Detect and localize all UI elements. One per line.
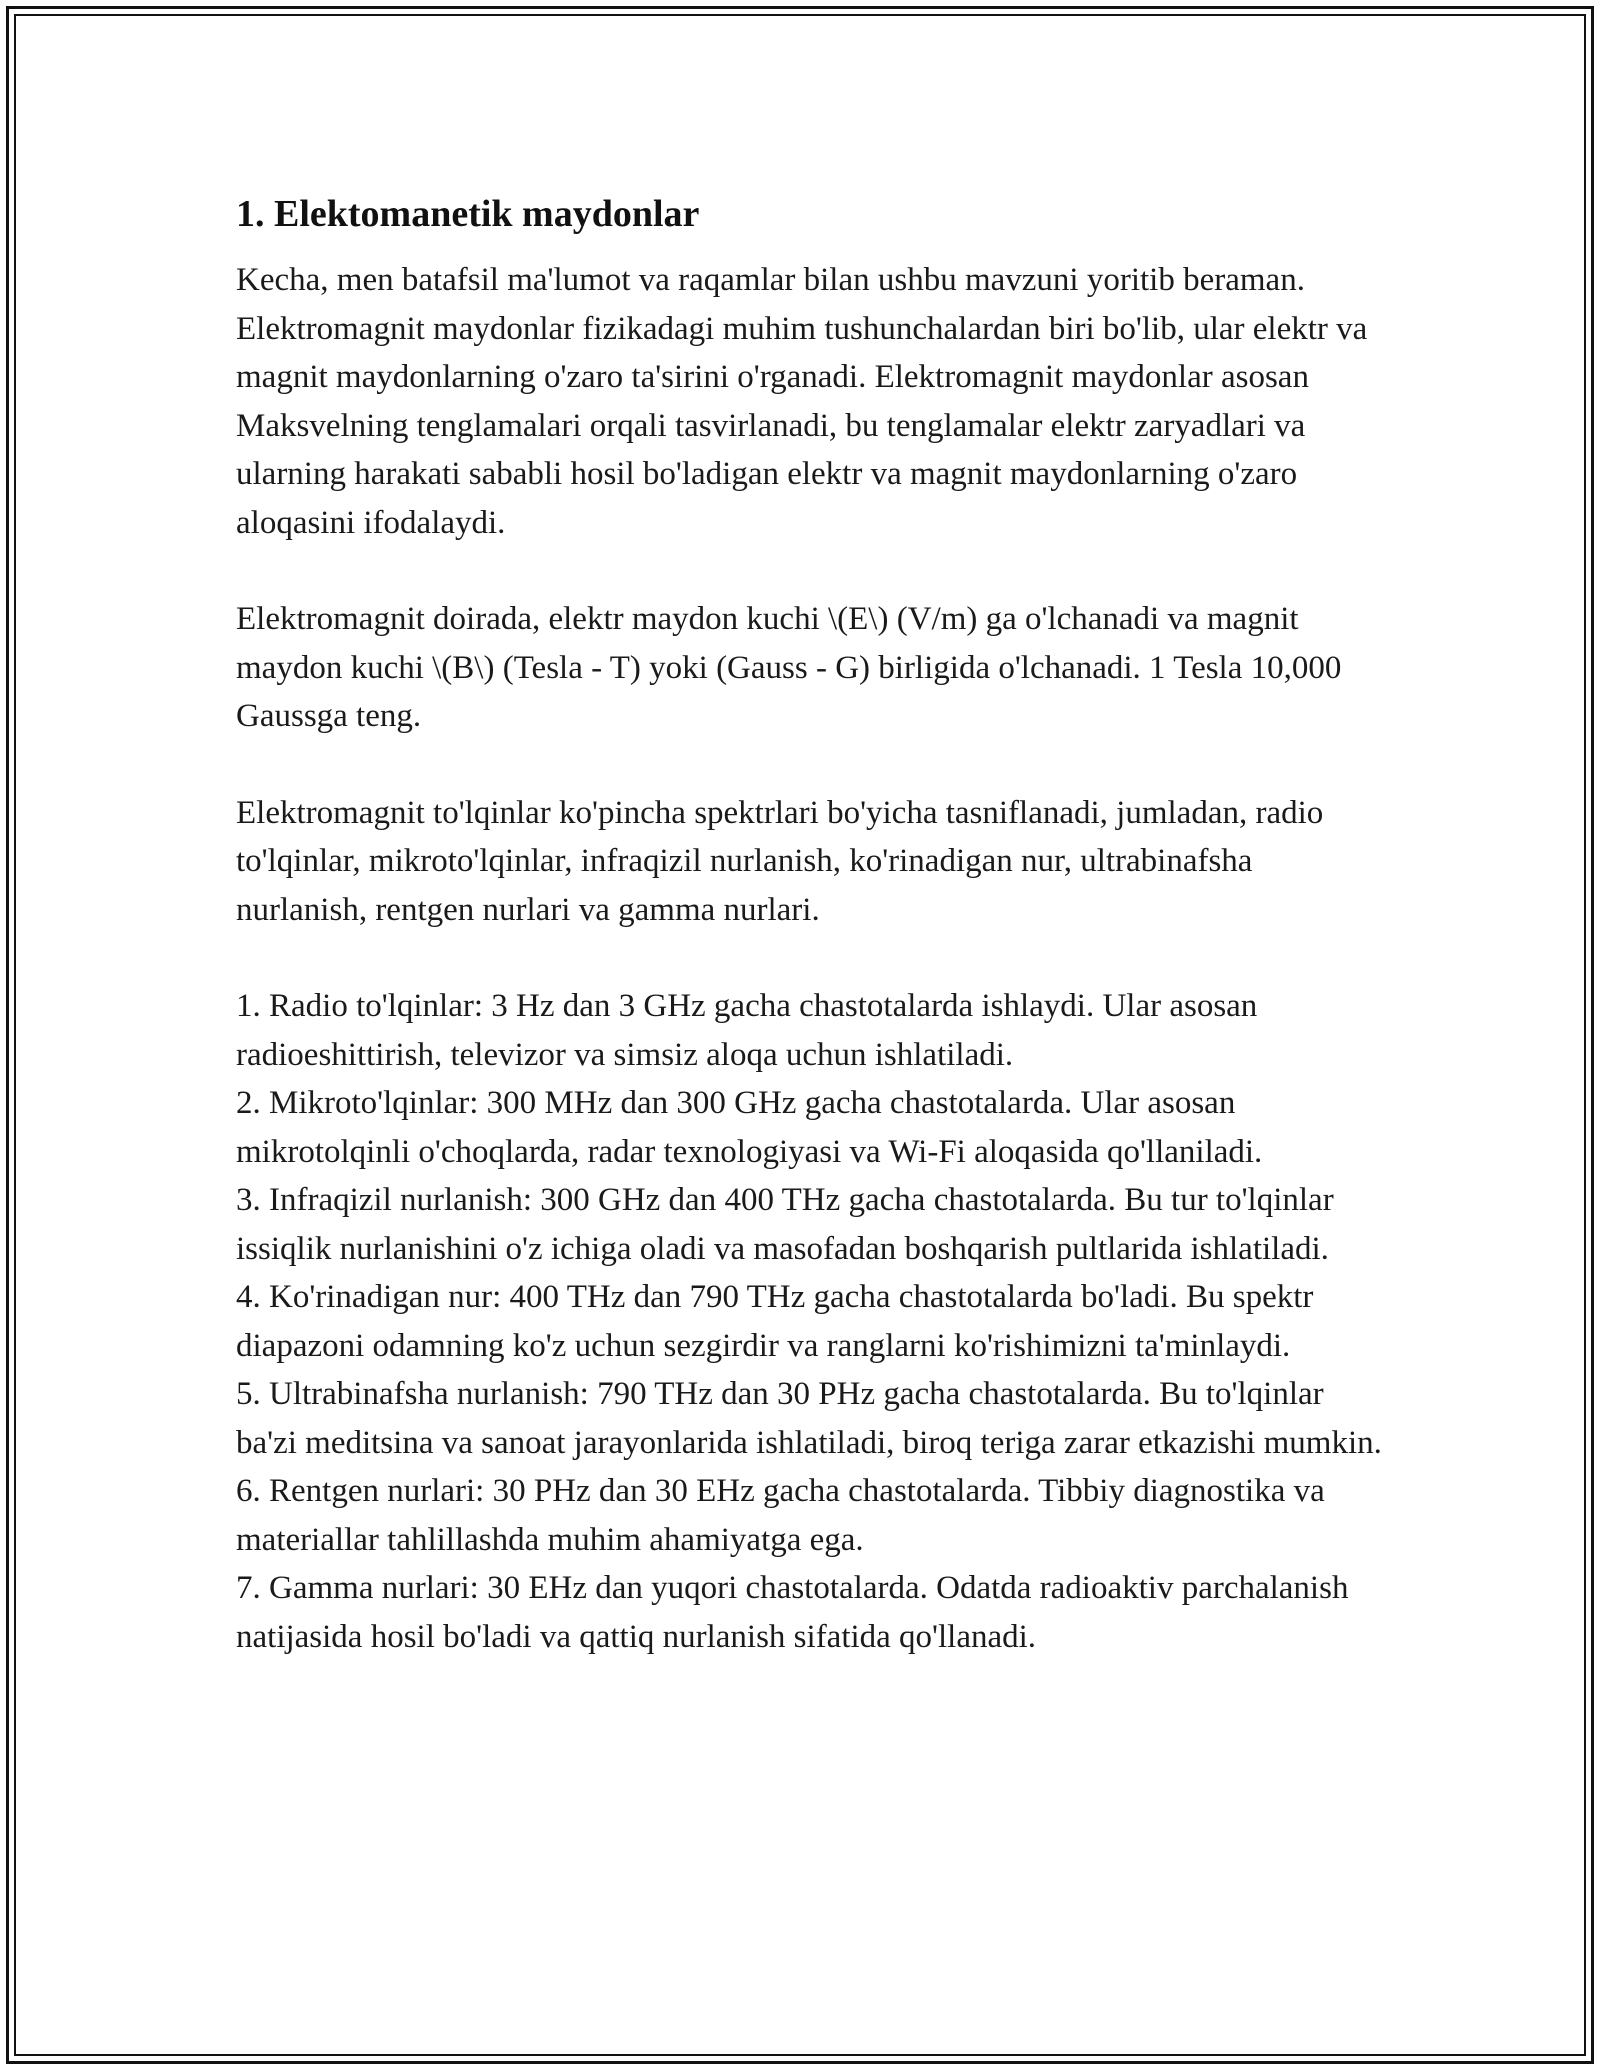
list-item-visible-light: 4. Ko'rinadigan nur: 400 THz dan 790 THz gacha chastotalarda bo'ladi. Bu spektr diapazoni odamning ko'z uchun sezgirdir va ranglarni ko'rishimizni ta'minlaydi. xyxy=(236,1279,1314,1364)
list-item-infrared: 3. Infraqizil nurlanish: 300 GHz dan 400 THz gacha chastotalarda. Bu tur to'lqinlar issiqlik nurlanishini o'z ichiga oladi va masofadan boshqarish pultlarida ishlatiladi. xyxy=(236,1182,1334,1267)
list-item-microwaves: 2. Mikroto'lqinlar: 300 MHz dan 300 GHz gacha chastotalarda. Ular asosan mikrotolqinli o'choqlarda, radar texnologiyasi va Wi-Fi aloqasida qo'llaniladi. xyxy=(236,1085,1263,1170)
document-body xyxy=(236,186,1386,1661)
list-item-ultraviolet: 5. Ultrabinafsha nurlanish: 790 THz dan 30 PHz gacha chastotalarda. Bu to'lqinlar ba'zi meditsina va sanoat jarayonlarida ishlatiladi, biroq teriga zarar etkazishi mumkin. xyxy=(236,1376,1382,1461)
section-heading: 1. Elektomanetik maydonlar xyxy=(236,193,700,235)
list-item-gamma-rays: 7. Gamma nurlari: 30 EHz dan yuqori chastotalarda. Odatda radioaktiv parchalanish natijasida hosil bo'ladi va qattiq nurlanish sifatida qo'llanadi. xyxy=(236,1570,1349,1655)
spectrum-overview-paragraph: Elektromagnit to'lqinlar ko'pincha spektrlari bo'yicha tasniflanadi, jumladan, radio to'lqinlar, mikroto'lqinlar, infraqizil nurlanish, ko'rinadigan nur, ultrabinafsha nurlanish, rentgen nurlari va gamma nurlari. xyxy=(236,794,1324,928)
intro-paragraph: Kecha, men batafsil ma'lumot va raqamlar bilan ushbu mavzuni yoritib beraman. Elektromagnit maydonlar fizikadagi muhim tushunchalardan biri bo'lib, ular elektr va magnit maydonlarning o'zaro ta'sirini o'rganadi. Elektromagnit maydonlar asosan Maksvelning tenglamalari orqali tasvirlanadi, bu tenglamalar elektr zaryadlari va ularning harakati sababli hosil bo'ladigan elektr va magnit maydonlarning o'zaro aloqasini ifodalaydi. xyxy=(236,262,1368,541)
list-item-radio-waves: 1. Radio to'lqinlar: 3 Hz dan 3 GHz gacha chastotalarda ishlaydi. Ular asosan radioeshittirish, televizor va simsiz aloqa uchun ishlatiladi. xyxy=(236,988,1258,1073)
spectrum-list xyxy=(236,982,1386,1661)
units-paragraph: Elektromagnit doirada, elektr maydon kuchi \(E\) (V/m) ga o'lchanadi va magnit maydon kuchi \(B\) (Tesla - T) yoki (Gauss - G) birligida o'lchanadi. 1 Tesla 10,000 Gaussga teng. xyxy=(236,601,1342,734)
list-item-x-rays: 6. Rentgen nurlari: 30 PHz dan 30 EHz gacha chastotalarda. Tibbiy diagnostika va materiallar tahlillashda muhim ahamiyatga ega. xyxy=(236,1473,1325,1558)
